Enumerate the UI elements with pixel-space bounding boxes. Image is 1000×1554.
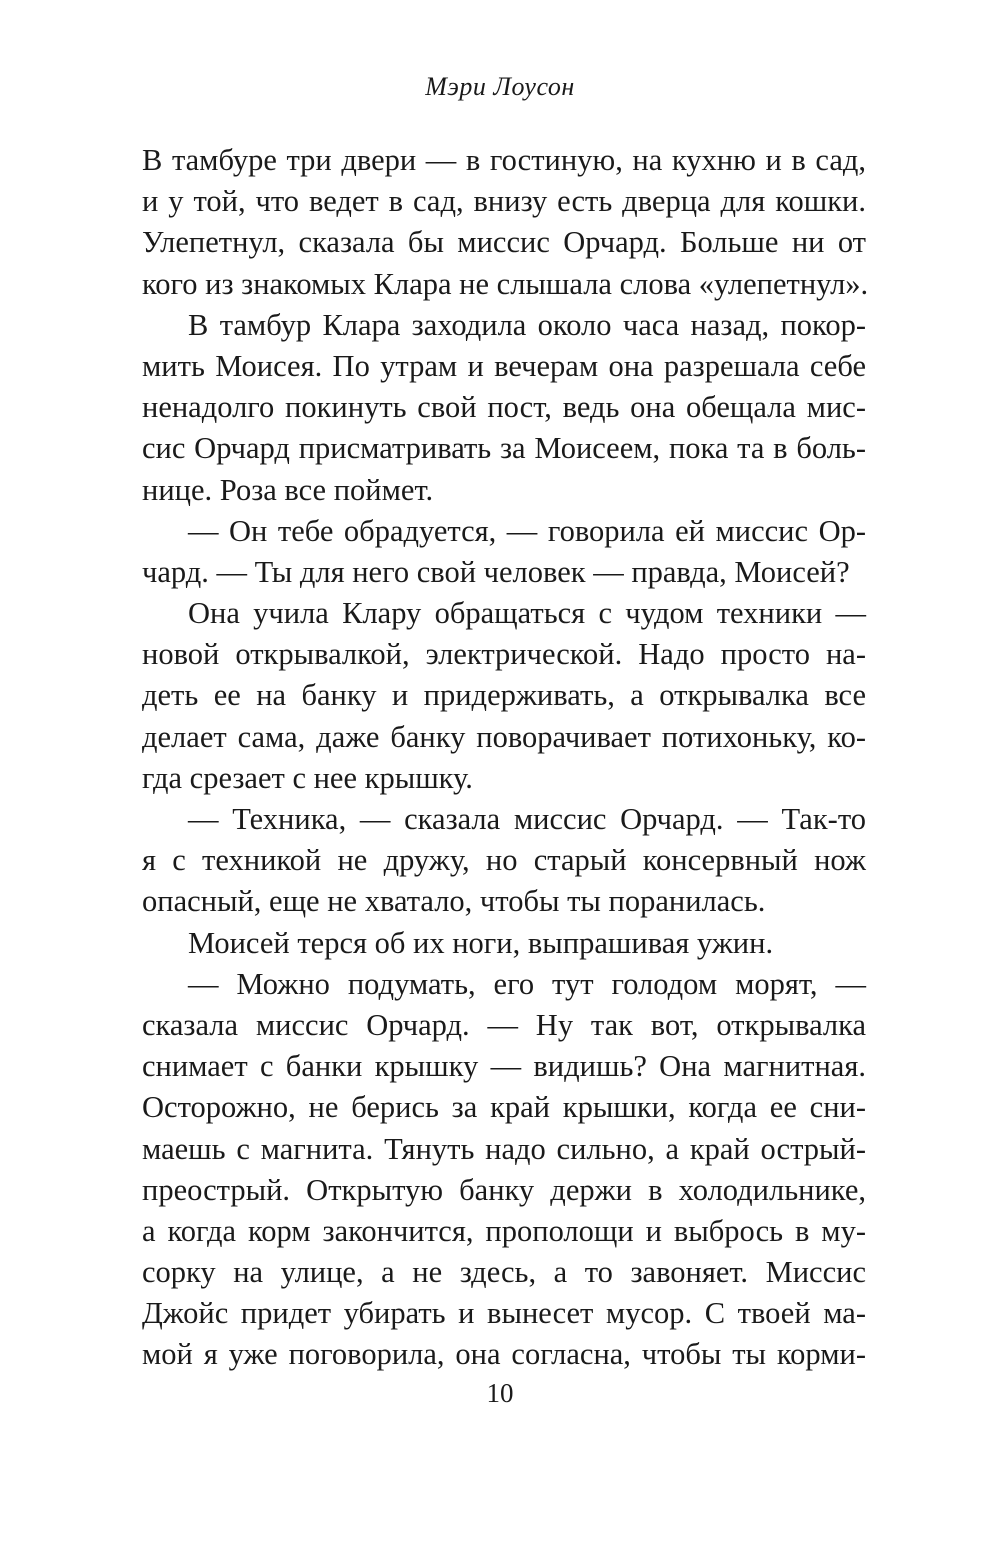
text-line: Она учила Клару обращаться с чудом техники — [188, 596, 866, 631]
text-line: — Можно подумать, его тут голодом морят, — [188, 966, 866, 1001]
page-number: 10 [486, 1378, 514, 1408]
text-line: чард. — Ты для него свой человек — правда, Моисей? [142, 554, 850, 589]
text-line: — Техника, — сказала миссис Орчард. — Так-то [188, 802, 866, 836]
text-line: сис Орчард присматривать за Моисеем, пока та в боль- [142, 431, 866, 466]
text-line: преострый. Открытую банку держи в холодильнике, [142, 1172, 866, 1207]
running-head-author: Мэри Лоусон [425, 72, 575, 101]
text-line: — Он тебе обрадуется, — говорила ей миссис Ор- [188, 513, 866, 548]
text-line: нице. Роза все поймет. [142, 472, 434, 507]
text-line: снимает с банки крышку — видишь? Она магнитная. [142, 1049, 866, 1084]
text-line: В тамбур Клара заходила около часа назад, покор- [188, 307, 866, 342]
text-line: сказала миссис Орчард. — Ну так вот, открывалка [142, 1007, 866, 1042]
text-line: кого из знакомых Клара не слышала слова «улепетнул». [142, 266, 869, 301]
text-line: сорку на улице, а не здесь, а то завоняет. Миссис [142, 1255, 866, 1290]
text-line: новой открывалкой, электрической. Надо просто на- [142, 637, 866, 672]
text-line: Джойс придет убирать и вынесет мусор. С твоей ма- [142, 1296, 866, 1331]
text-line: мой я уже поговорила, она согласна, чтобы ты корми- [142, 1337, 866, 1372]
text-line: и у той, что ведет в сад, внизу есть дверца для кошки. [142, 184, 866, 219]
text-line: гда срезает с нее крышку. [142, 760, 473, 795]
text-line: я с техникой не дружу, но старый консервный нож [142, 843, 866, 878]
text-line: а когда корм закончится, прополощи и выбрось в му- [142, 1213, 866, 1248]
body-text [142, 140, 869, 1376]
text-line: опасный, еще не хватало, чтобы ты поранилась. [142, 884, 766, 919]
text-line: В тамбуре три двери — в гостиную, на кухню и в сад, [142, 143, 866, 177]
text-line: делает сама, даже банку поворачивает потихоньку, ко- [142, 719, 866, 754]
text-line: Моисей терся об их ноги, выпрашивая ужин. [188, 925, 774, 960]
text-line: деть ее на банку и придерживать, а открывалка все [142, 678, 866, 713]
text-line: Осторожно, не берись за край крышки, когда ее сни- [142, 1090, 866, 1125]
text-line: ненадолго покинуть свой пост, ведь она обещала мис- [142, 390, 866, 425]
text-line: мить Моисея. По утрам и вечерам она разрешала себе [142, 348, 866, 383]
text-line: маешь с магнита. Тянуть надо сильно, а край острый- [142, 1131, 866, 1166]
text-line: Улепетнул, сказала бы миссис Орчард. Больше ни от [142, 225, 866, 260]
